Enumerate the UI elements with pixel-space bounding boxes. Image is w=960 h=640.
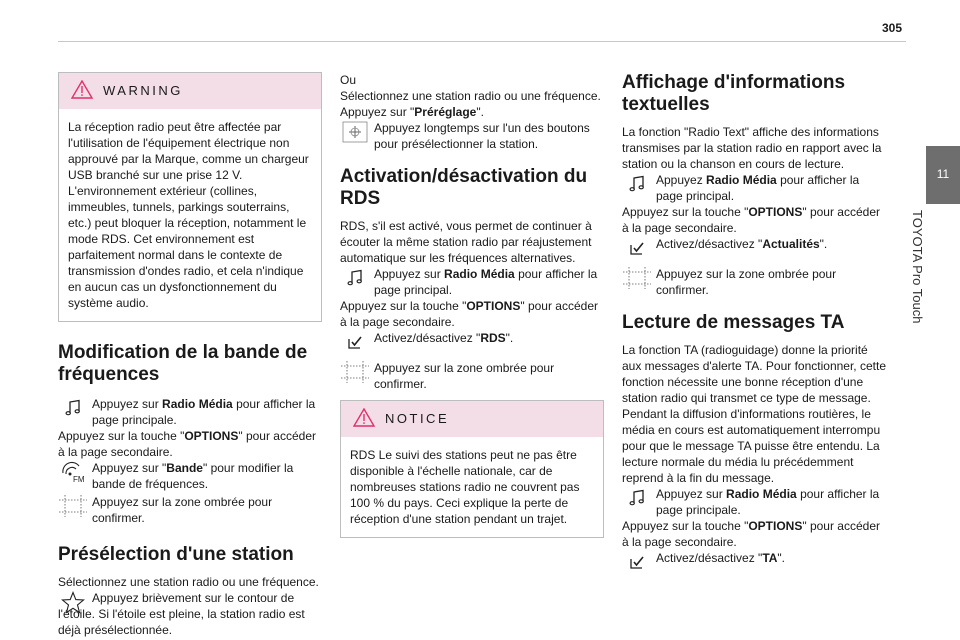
shaded-zone-icon xyxy=(58,494,88,518)
rds-options-text: Appuyez sur la touche "OPTIONS" pour accéder à la page secondaire. xyxy=(340,299,598,329)
band-options-text: Appuyez sur la touche "OPTIONS" pour accéder à la page secondaire. xyxy=(58,429,316,459)
music-note-icon xyxy=(58,396,88,420)
checkbox-icon xyxy=(340,330,370,354)
preset-step-longpress xyxy=(340,120,604,152)
radiotext-step-toggle xyxy=(622,236,886,260)
column-middle xyxy=(340,72,604,538)
preset-step-star-text: Appuyez brièvement sur le contour de l'étoile. Si l'étoile est pleine, la station radio est déjà présélectionnée. xyxy=(58,591,305,637)
chapter-tab[interactable]: 11 xyxy=(926,146,960,204)
ta-intro: La fonction TA (radioguidage) donne la priorité aux messages d'alerte TA. Pour fonctionner, cette fonction nécessite une bonne réception d'une station radio qui transmet ce type de message. Pendant la diffusion d'informations routières, le média en cours est automatiquement interrompu pour que le message TA puisse être entendu. La lecture normale du média lu précédemment reprend à la fin du message. xyxy=(622,343,886,485)
notice-box xyxy=(340,400,604,538)
radiotext-step-confirm-text: Appuyez sur la zone ombrée pour confirmer. xyxy=(656,267,837,297)
rds-step-confirm-text: Appuyez sur la zone ombrée pour confirmer. xyxy=(374,361,555,391)
rds-intro: RDS, s'il est activé, vous permet de continuer à écouter la même station radio par réajustement automatique sur les fréquences alternatives. xyxy=(340,219,592,265)
rds-step-confirm xyxy=(340,360,604,392)
header-divider xyxy=(58,41,906,42)
preset-preset-text: Appuyez sur "Préréglage". xyxy=(340,105,484,119)
fm-radio-icon xyxy=(58,460,88,484)
band-step-confirm-text: Appuyez sur la zone ombrée pour confirmer. xyxy=(92,495,273,525)
band-step-radio-text: Appuyez sur Radio Média pour afficher la page principale. xyxy=(92,397,316,427)
preset-or: Ou xyxy=(340,73,357,87)
radiotext-step-radio-text: Appuyez Radio Média pour afficher la page principal. xyxy=(656,173,860,203)
band-title: Modification de la bande de fréquences xyxy=(58,342,308,385)
music-note-icon xyxy=(622,486,652,510)
band-step-confirm xyxy=(58,494,322,526)
warning-triangle-icon xyxy=(353,408,375,431)
rds-step-toggle-text: Activez/désactivez "RDS". xyxy=(374,331,514,345)
ta-step-toggle-text: Activez/désactivez "TA". xyxy=(656,551,786,565)
music-note-icon xyxy=(622,172,652,196)
rds-step-radio xyxy=(340,266,604,298)
shaded-zone-icon xyxy=(340,360,370,384)
band-step-radio xyxy=(58,396,322,428)
notice-label: NOTICE xyxy=(385,411,450,426)
band-step-bande-text: Appuyez sur "Bande" pour modifier la bande de fréquences. xyxy=(92,461,294,491)
radiotext-step-confirm xyxy=(622,266,886,298)
checkbox-icon xyxy=(622,550,652,574)
preset-title: Présélection d'une station xyxy=(58,544,294,565)
preset-intro: Sélectionnez une station radio ou une fréquence. xyxy=(58,575,319,589)
ta-step-radio xyxy=(622,486,886,518)
rds-step-radio-text: Appuyez sur Radio Média pour afficher la page principal. xyxy=(374,267,598,297)
radiotext-title: Affichage d'informations textuelles xyxy=(622,72,846,115)
notice-text: RDS Le suivi des stations peut ne pas être disponible à l'échelle nationale, car de nombreuses stations radio ne couvrent pas 100 % du pays. Ceci explique la perte de réception d'une station pendant un trajet. xyxy=(350,448,580,526)
notice-body xyxy=(341,437,603,537)
column-left xyxy=(58,72,322,638)
radiotext-options-text: Appuyez sur la touche "OPTIONS" pour accéder à la page secondaire. xyxy=(622,205,880,235)
warning-triangle-icon xyxy=(71,80,93,103)
radiotext-step-radio xyxy=(622,172,886,204)
music-note-icon xyxy=(340,266,370,290)
warning-label: WARNING xyxy=(103,83,183,98)
ta-step-toggle xyxy=(622,550,886,574)
radiotext-intro: La fonction "Radio Text" affiche des informations transmises par la station radio en rapport avec la station ou la chanson en cours de lecture. xyxy=(622,125,882,171)
preset-intro-2: Sélectionnez une station radio ou une fréquence. xyxy=(340,89,601,103)
warning-body xyxy=(59,109,321,321)
checkbox-icon xyxy=(622,236,652,260)
page-number: 305 xyxy=(881,21,902,35)
ta-options-text: Appuyez sur la touche "OPTIONS" pour accéder à la page secondaire. xyxy=(622,519,880,549)
warning-header xyxy=(59,73,321,109)
column-right xyxy=(622,72,886,574)
warning-box xyxy=(58,72,322,322)
svg-text:FM: FM xyxy=(73,475,85,483)
preset-step-star xyxy=(58,590,322,638)
band-step-bande xyxy=(58,460,322,492)
preset-step-longpress-text: Appuyez longtemps sur l'un des boutons pour présélectionner la station. xyxy=(374,121,590,151)
chapter-title: TOYOTA Pro Touch xyxy=(910,210,925,324)
shaded-zone-icon xyxy=(622,266,652,290)
warning-text: La réception radio peut être affectée par l'utilisation de l'équipement électrique non approuvé par la Marque, comme un chargeur USB branché sur une prise 12 V. L'environnement extérieur (collines, immeubles, tunnels, parkings souterrains, etc.) peut bloquer la réception, notamment le mode RDS. Cet environnement est parfaitement normal dans le contexte de transmission d'ondes radio, et cela n'indique en aucun cas un dysfonctionnement du système audio. xyxy=(68,120,309,310)
ta-title: Lecture de messages TA xyxy=(622,312,845,333)
preset-add-icon xyxy=(340,120,370,144)
ta-step-radio-text: Appuyez sur Radio Média pour afficher la page principale. xyxy=(656,487,880,517)
rds-step-toggle xyxy=(340,330,604,354)
notice-header xyxy=(341,401,603,437)
radiotext-step-toggle-text: Activez/désactivez "Actualités". xyxy=(656,237,828,251)
rds-title: Activation/désactivation du RDS xyxy=(340,166,588,209)
